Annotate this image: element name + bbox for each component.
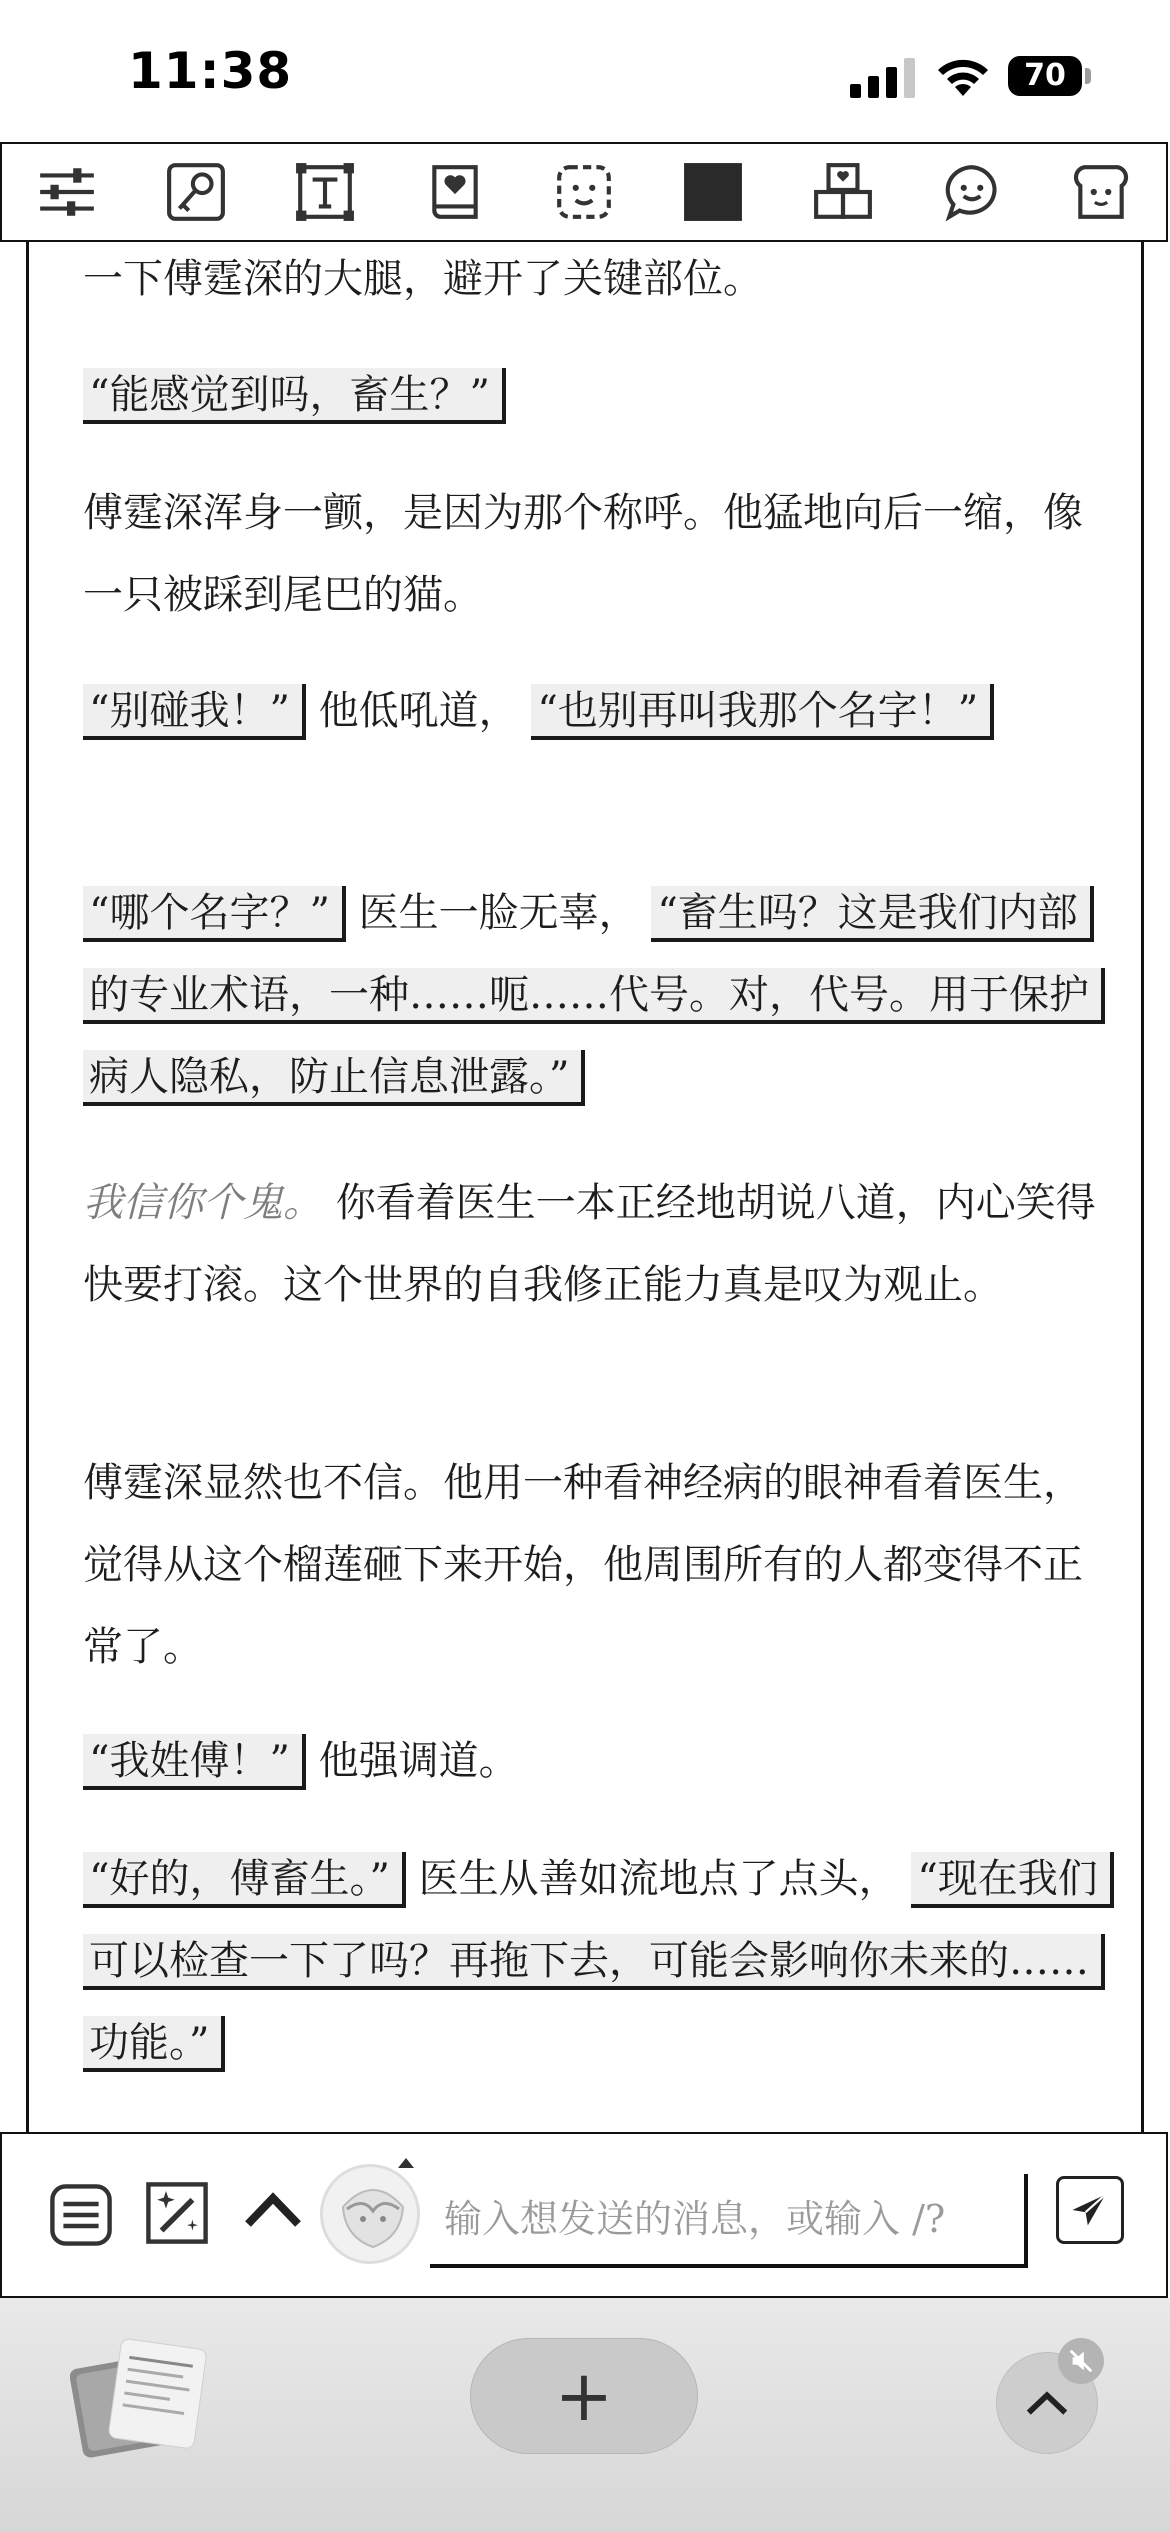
narration-text: 一下傅霆深的大腿，避开了关键部位。 — [83, 256, 763, 302]
mute-icon[interactable] — [1058, 2338, 1104, 2384]
narration-text: 他低吼道， — [318, 688, 519, 734]
new-tab-button[interactable]: + — [470, 2338, 698, 2454]
menu-icon[interactable] — [48, 2182, 114, 2248]
browser-bottom-bar — [0, 2298, 1170, 2532]
cellular-signal-icon — [850, 58, 916, 98]
status-bar — [0, 0, 1170, 142]
toast-face-icon[interactable] — [1068, 159, 1134, 225]
narration-text: 医生一脸无辜， — [358, 890, 639, 936]
book-heart-icon[interactable] — [422, 159, 488, 225]
chat-smile-icon[interactable] — [939, 159, 1005, 225]
dialogue-quote: “我姓傅！” — [83, 1734, 306, 1790]
send-icon — [1068, 2188, 1112, 2232]
black-square-icon[interactable] — [680, 159, 746, 225]
key-icon[interactable] — [163, 159, 229, 225]
face-frame-icon[interactable] — [551, 159, 617, 225]
dialogue-quote: “现在我们可以检查一下了吗？再拖下去，可能会影响你未来的……功能。” — [83, 1852, 1114, 2072]
narration-text: 你看着医生一本正经地胡说八道，内心笑得快要打滚。这个世界的自我修正能力真是叹为观止。 — [83, 1180, 1096, 1308]
wifi-icon — [934, 52, 992, 98]
clock: 11:38 — [128, 42, 293, 100]
story-paragraph — [83, 1162, 1113, 1326]
sliders-icon[interactable] — [34, 159, 100, 225]
dialogue-quote: “能感觉到吗，畜生？” — [83, 368, 506, 424]
battery-indicator: 70 — [1008, 56, 1082, 96]
story-paragraph — [83, 354, 1113, 436]
chevron-up-icon — [1023, 2387, 1071, 2419]
story-paragraph — [83, 472, 1113, 636]
story-panel — [26, 242, 1144, 2132]
inner-thought: 我信你个鬼。 — [83, 1180, 323, 1226]
bento-box-icon[interactable] — [810, 159, 876, 225]
magic-wand-icon[interactable] — [144, 2180, 210, 2246]
dialogue-quote: “哪个名字？” — [83, 886, 346, 942]
story-paragraph — [83, 1838, 1113, 2084]
dialogue-quote: “畜生吗？这是我们内部的专业术语，一种……呃……代号。对，代号。用于保护病人隐私，防止信息泄露。” — [83, 886, 1105, 1106]
text-tool-icon[interactable] — [292, 159, 358, 225]
dialogue-quote: “也别再叫我那个名字！” — [531, 684, 994, 740]
chevron-up-icon[interactable] — [242, 2188, 304, 2232]
top-toolbar — [0, 142, 1168, 242]
message-input[interactable] — [430, 2174, 1028, 2268]
narration-text: 他强调道。 — [318, 1738, 519, 1784]
story-paragraph — [83, 242, 1113, 320]
dialogue-quote: “好的，傅畜生。” — [83, 1852, 406, 1908]
dialogue-quote: “别碰我！” — [83, 684, 306, 740]
story-paragraph — [83, 872, 1113, 1118]
story-paragraph — [83, 1720, 1113, 1802]
avatar[interactable] — [320, 2164, 420, 2264]
narration-text: 傅霆深浑身一颤，是因为那个称呼。他猛地向后一缩，像一只被踩到尾巴的猫。 — [83, 490, 1083, 618]
avatar-caret-icon — [396, 2156, 416, 2170]
tabs-overview-thumbnail[interactable] — [70, 2338, 210, 2458]
send-button[interactable] — [1056, 2176, 1124, 2244]
narration-text: 傅霆深显然也不信。他用一种看神经病的眼神看着医生，觉得从这个榴莲砸下来开始，他周围所有的人都变得不正常了。 — [83, 1460, 1083, 1670]
chat-input-bar — [0, 2132, 1168, 2298]
story-paragraph — [83, 1442, 1113, 1688]
narration-text: 医生从善如流地点了点头， — [418, 1856, 899, 1902]
story-paragraph — [83, 670, 1113, 752]
battery-tip — [1085, 68, 1091, 84]
